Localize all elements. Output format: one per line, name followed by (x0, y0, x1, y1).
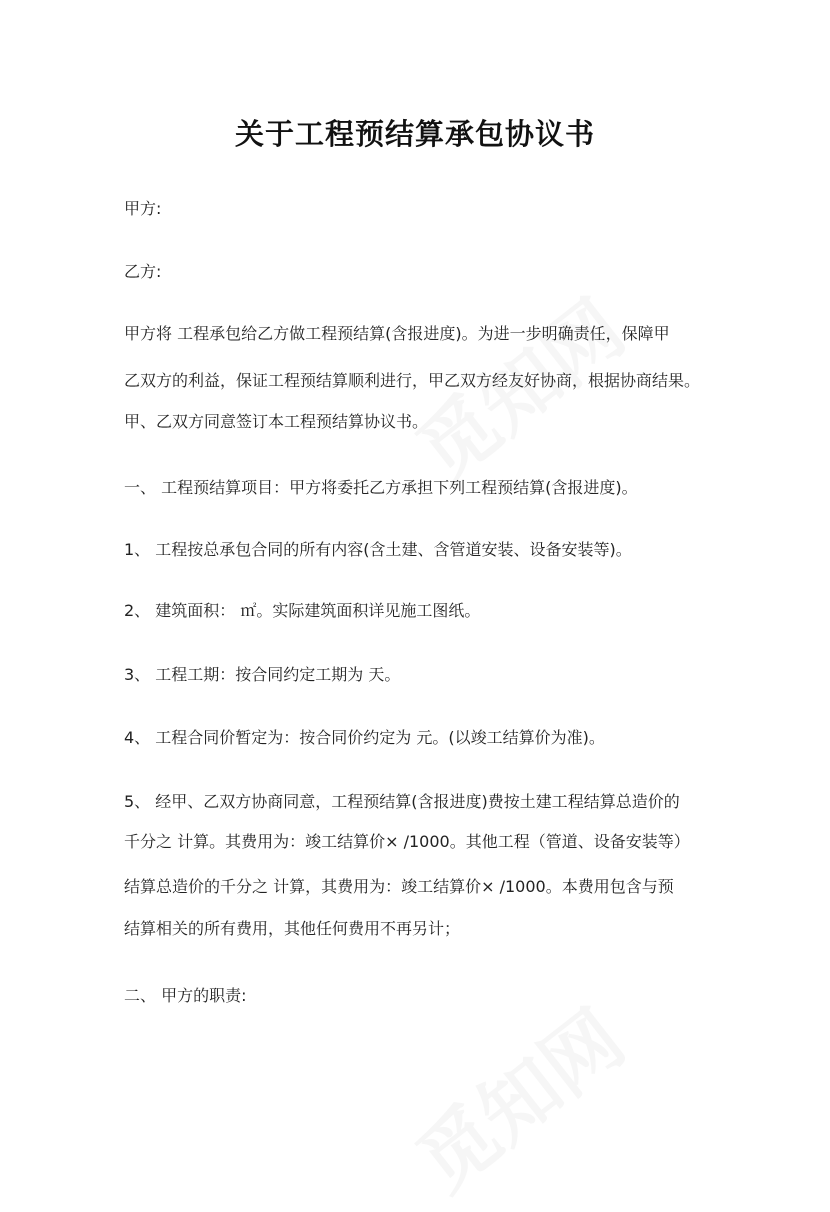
intro-line: 甲方将 工程承包给乙方做工程预结算(含报进度)。为进一步明确责任，保障甲 (124, 324, 670, 343)
clause-item: 1、 工程按总承包合同的所有内容(含土建、含管道安装、设备安装等)。 (124, 540, 632, 559)
intro-line: 乙双方的利益，保证工程预结算顺利进行，甲乙双方经友好协商，根据协商结果。 (124, 371, 701, 390)
watermark (390, 980, 643, 1212)
intro-line: 甲、乙双方同意签订本工程预结算协议书。 (124, 412, 429, 431)
clause-item: 千分之 计算。其费用为：竣工结算价× /1000。其他工程（管道、设备安装等） (124, 832, 690, 851)
clause-item: 2、 建筑面积： ㎡。实际建筑面积详见施工图纸。 (124, 601, 481, 620)
party-a-label: 甲方: (124, 199, 162, 218)
clause-item: 5、 经甲、乙双方协商同意，工程预结算(含报进度)费按土建工程结算总造价的 (124, 792, 680, 811)
section-heading-2: 二、 甲方的职责: (124, 986, 247, 1005)
document-title: 关于工程预结算承包协议书 (234, 117, 595, 151)
clause-item: 结算总造价的千分之 计算，其费用为：竣工结算价× /1000。本费用包含与预 (124, 877, 674, 896)
clause-item: 3、 工程工期：按合同约定工期为 天。 (124, 665, 401, 684)
party-b-label: 乙方: (124, 262, 162, 281)
section-heading-1: 一、 工程预结算项目：甲方将委托乙方承担下列工程预结算(含报进度)。 (124, 478, 638, 497)
clause-item: 4、 工程合同价暂定为：按合同价约定为 元。(以竣工结算价为准)。 (124, 728, 605, 747)
clause-item: 结算相关的所有费用，其他任何费用不再另计； (124, 919, 461, 938)
